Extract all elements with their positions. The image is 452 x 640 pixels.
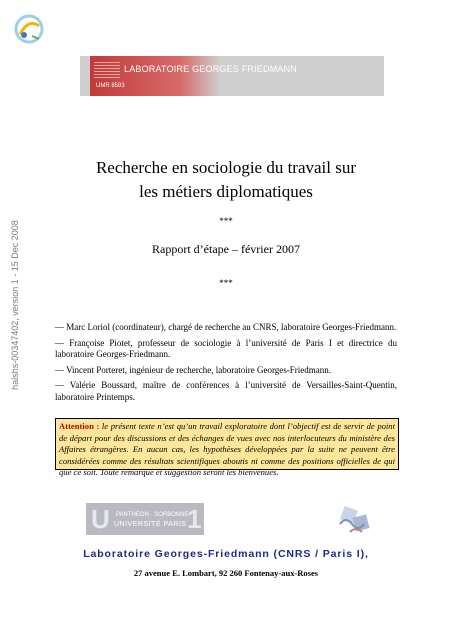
laboratory-banner xyxy=(80,56,384,96)
author-entry: — Marc Loriol (coordinateur), chargé de recherche au CNRS, laboratoire Georges-Friedmann. xyxy=(55,322,397,332)
warning-note xyxy=(55,418,399,478)
separator-stars: *** xyxy=(219,216,233,226)
author-entry: — Vincent Porteret, ingénieur de recherche, laboratoire Georges-Friedmann. xyxy=(55,364,332,375)
banner-logo-icon xyxy=(94,60,120,78)
report-subtitle: Rapport d’étape – février 2007 xyxy=(152,242,300,256)
footer-laboratory: Laboratoire Georges-Friedmann (CNRS / Paris I), xyxy=(83,548,369,560)
title-line-1: Recherche en sociologie du travail sur xyxy=(95,158,357,177)
warning-text: le présent texte n’est qu’un travail exploratoire dont l’objectif est de servir de point de départ pour des discussions et des échanges de vues avec nos interlocuteurs du ministère des Affaires étrangères. En aucun cas, les hypothèses développées par la suite ne peuvent être considérées comme des résultats scientifiques aboutis ni comme des positions officielles de qui que ce soit. Toute remarque et suggestion seront les bienvenues. xyxy=(59,421,395,478)
footer-address: 27 avenue E. Lombart, 92 260 Fontenay-aux-Roses xyxy=(133,568,319,578)
paris1-logo xyxy=(86,503,204,535)
hal-logo xyxy=(12,12,46,46)
title-line-2: les métiers diplomatiques xyxy=(139,182,313,201)
paris1-logo-u: U xyxy=(91,504,110,534)
document-title xyxy=(40,156,412,204)
separator-stars: *** xyxy=(219,278,233,288)
paris1-logo-one: 1 xyxy=(187,504,202,534)
author-entry: — Valérie Boussard, maître de conférences à l’université de Versailles-Saint-Quentin, laboratoire Printemps. xyxy=(55,380,397,402)
paris1-logo-line1: PANTHÉON - SORBONNE xyxy=(116,512,189,518)
banner-lab-name: LABORATOIRE GEORGES FRIEDMANN xyxy=(124,64,297,74)
paris1-logo-line2: UNIVERSITÉ PARIS xyxy=(114,521,187,528)
archive-identifier: halshs-00347402, version 1 - 15 Dec 2008 xyxy=(10,220,20,390)
warning-label: Attention : xyxy=(59,421,100,431)
cnrs-logo xyxy=(336,506,376,538)
author-entry: — Françoise Piotet, professeur de sociologie à l’université de Paris I et directrice du laboratoire Georges-Friedmann. xyxy=(55,337,397,359)
banner-umr: UMR 8593 xyxy=(96,83,125,89)
author-list xyxy=(55,322,397,407)
